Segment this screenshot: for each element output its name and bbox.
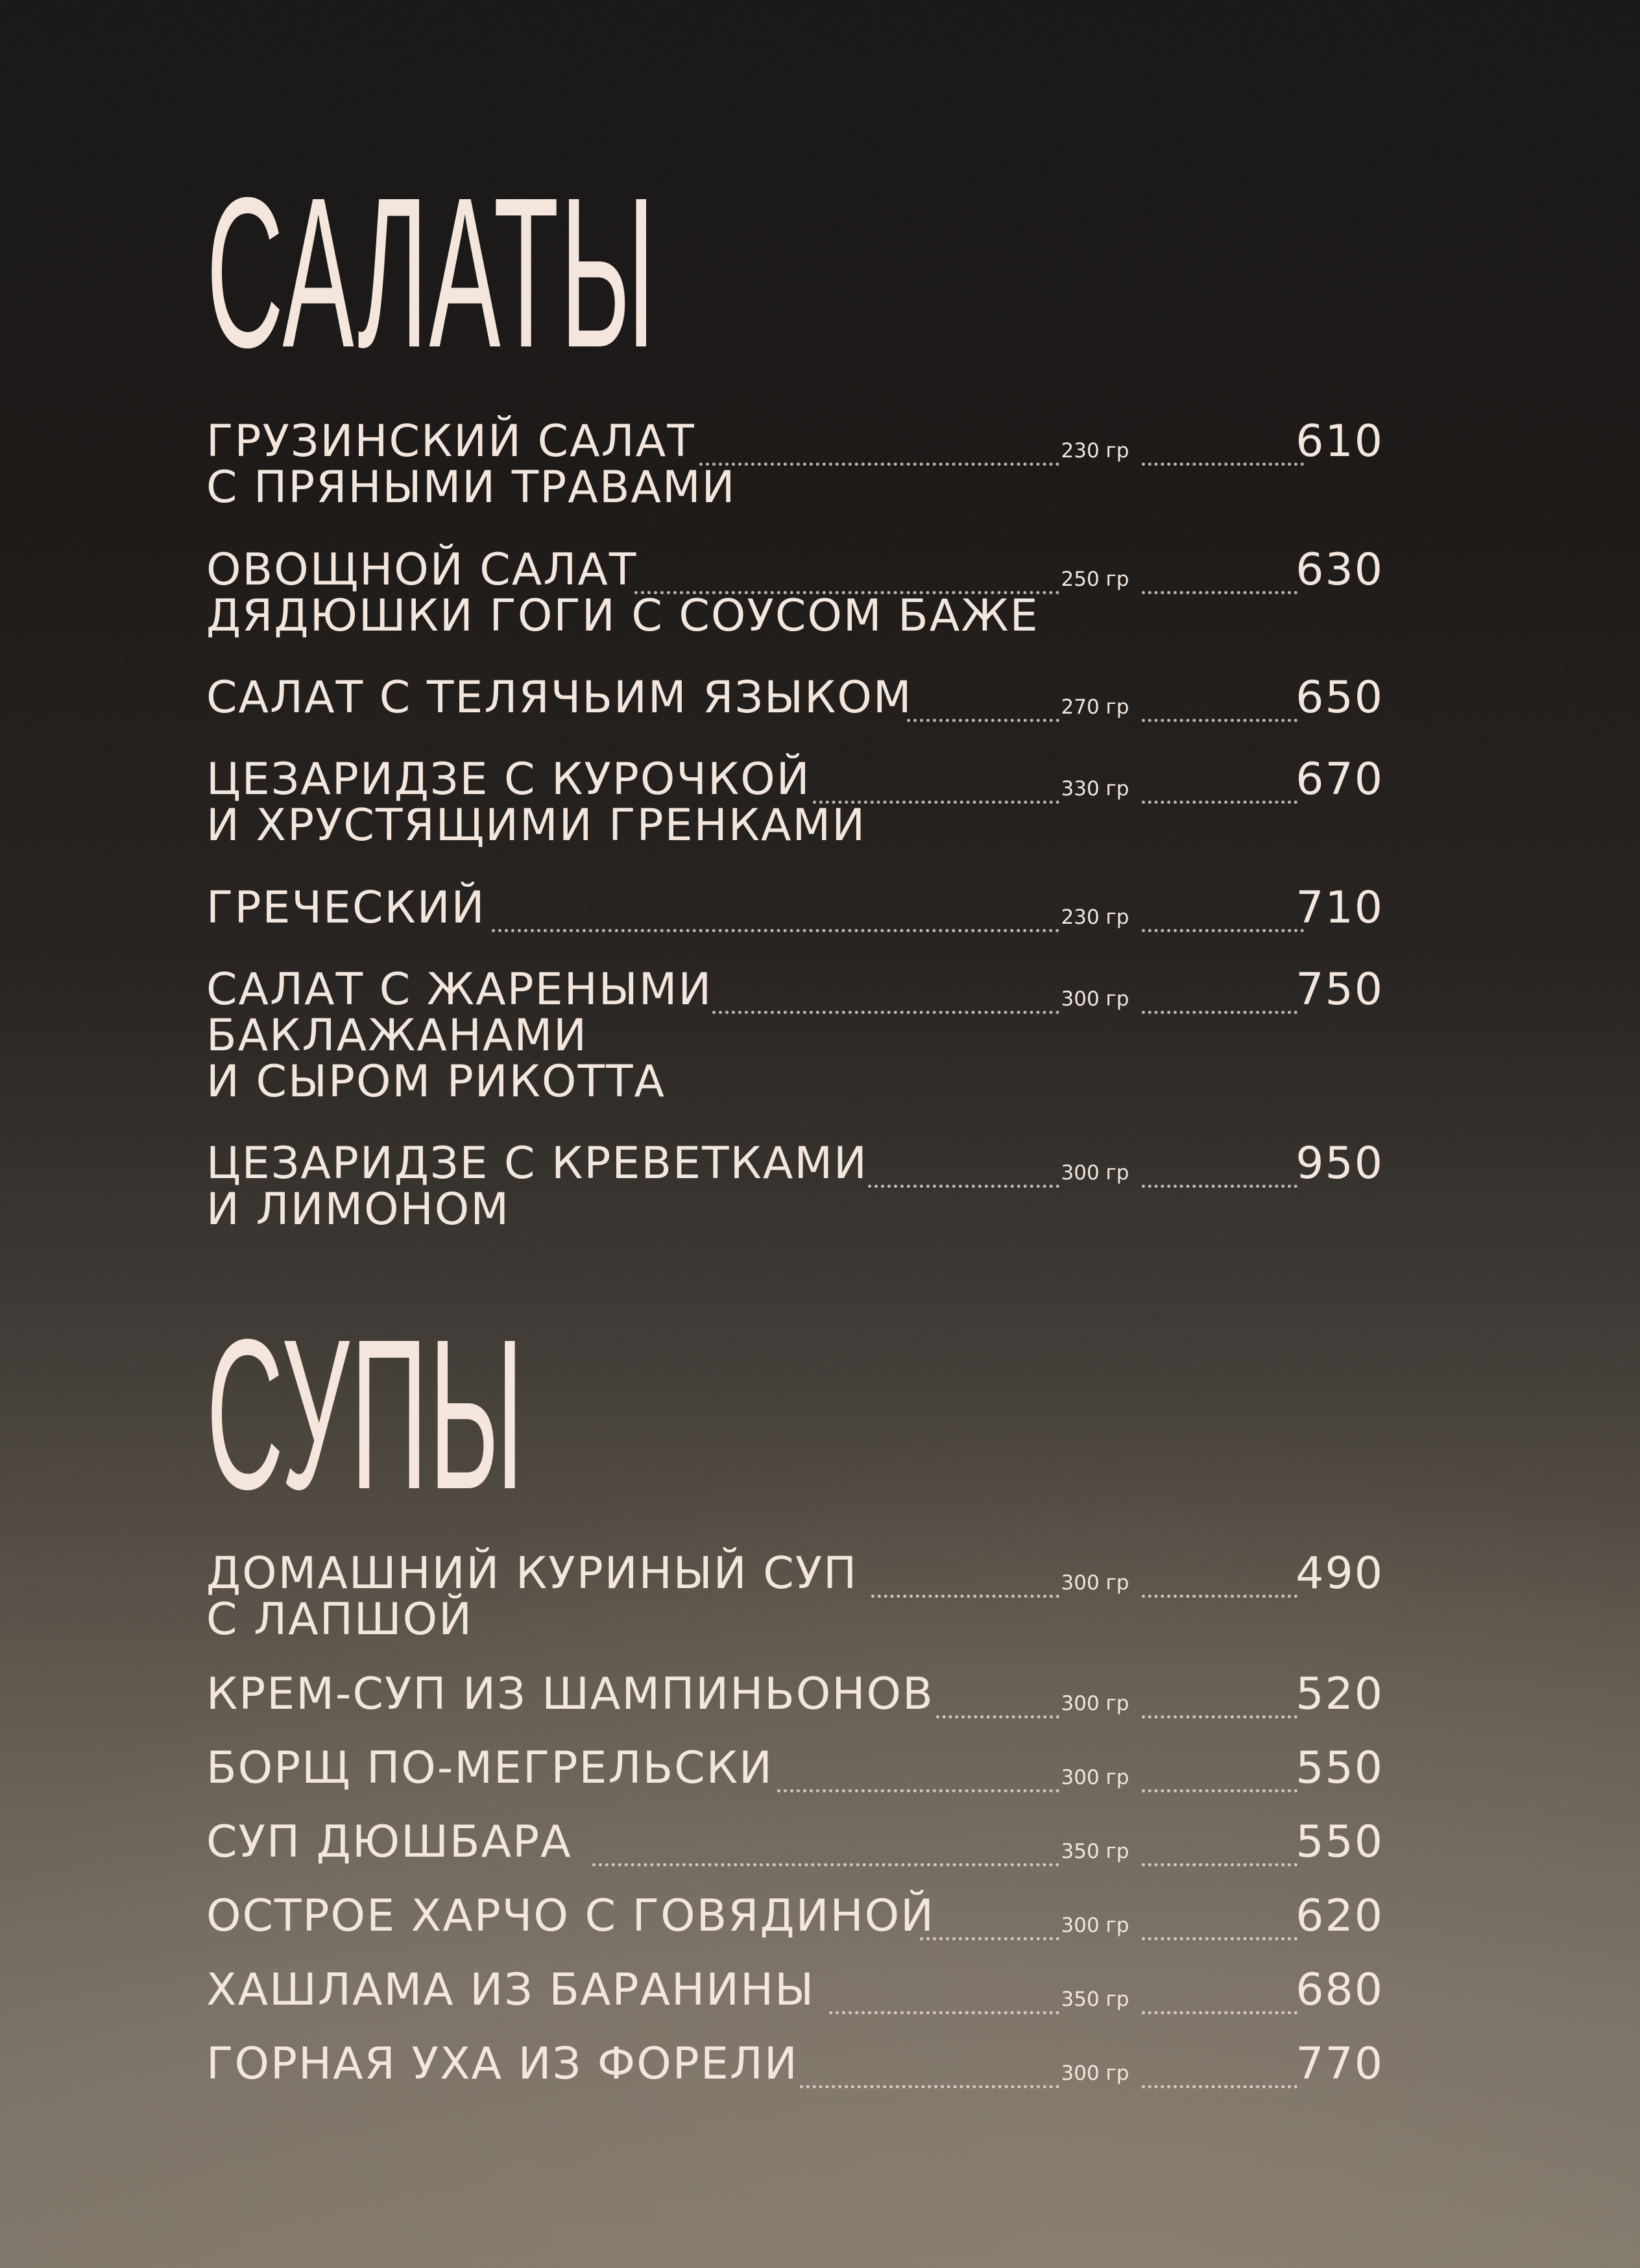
dot-leader [1142, 1837, 1297, 1866]
item-price: 520 [1296, 1669, 1384, 1720]
section-title-soups: СУПЫ [206, 1294, 525, 1534]
menu-item [206, 1890, 1384, 1945]
dot-leader [1142, 903, 1304, 932]
dot-leader [777, 1763, 1059, 1792]
dot-leader [813, 775, 1059, 804]
dot-leader [634, 565, 1059, 594]
item-price: 650 [1296, 672, 1384, 723]
item-name: САЛАТ С ТЕЛЯЧЬИМ ЯЗЫКОМ [206, 672, 913, 723]
item-name: БОРЩ ПО-МЕГРЕЛЬСКИ [206, 1743, 773, 1794]
item-weight: 300 гр [1061, 2062, 1129, 2085]
item-name: ЦЕЗАРИДЗЕ С КРЕВЕТКАМИ И ЛИМОНОМ [206, 1138, 868, 1235]
item-weight: 250 гр [1061, 568, 1129, 591]
item-weight: 300 гр [1061, 1766, 1129, 1789]
dot-leader [907, 693, 1059, 722]
dot-leader [829, 1985, 1059, 2014]
item-weight: 300 гр [1061, 1914, 1129, 1937]
dot-leader [1142, 693, 1297, 722]
item-name: КРЕМ-СУП ИЗ ШАМПИНЬОНОВ [206, 1669, 934, 1720]
item-weight: 300 гр [1061, 1161, 1129, 1185]
dot-leader [1142, 1689, 1297, 1719]
item-weight: 300 гр [1061, 1571, 1129, 1595]
item-price: 950 [1296, 1138, 1384, 1189]
item-price: 550 [1296, 1743, 1384, 1794]
item-name: ХАШЛАМА ИЗ БАРАНИНЫ [206, 1964, 815, 2016]
item-name: ЦЕЗАРИДЗЕ С КУРОЧКОЙ И ХРУСТЯЩИМИ ГРЕНКАМИ [206, 754, 867, 851]
dot-leader [1142, 2059, 1297, 2088]
item-name: ОВОЩНОЙ САЛАТ ДЯДЮШКИ ГОГИ С СОУСОМ БАЖЕ [206, 544, 1039, 642]
dot-leader [871, 1569, 1059, 1598]
dot-leader [936, 1689, 1059, 1719]
menu-item [206, 2038, 1384, 2093]
dot-leader [800, 2059, 1059, 2088]
menu-item [206, 1745, 1384, 1797]
item-name: САЛАТ С ЖАРЕНЫМИ БАКЛАЖАНАМИ И СЫРОМ РИКОТТА [206, 964, 713, 1107]
item-price: 710 [1296, 882, 1384, 934]
item-weight: 350 гр [1061, 1988, 1129, 2011]
menu-item [206, 672, 1384, 727]
dot-leader [1142, 1569, 1297, 1598]
item-name: СУП ДЮШБАРА [206, 1816, 572, 1868]
menu-item [206, 964, 1384, 1107]
item-price: 630 [1296, 544, 1384, 596]
menu-item [206, 1964, 1384, 2019]
menu-item [206, 1671, 1384, 1723]
menu-item [206, 1548, 1384, 1645]
item-weight: 230 гр [1061, 439, 1129, 463]
item-price: 620 [1296, 1890, 1384, 1942]
dot-leader [1142, 1985, 1297, 2014]
item-name: ГРУЗИНСКИЙ САЛАТ С ПРЯНЫМИ ТРАВАМИ [206, 416, 736, 513]
menu-item [206, 416, 1384, 513]
menu-item [206, 882, 1384, 937]
item-price: 770 [1296, 2038, 1384, 2090]
item-price: 610 [1296, 416, 1384, 467]
item-name: ГОРНАЯ УХА ИЗ ФОРЕЛИ [206, 2038, 799, 2090]
dot-leader [699, 437, 1059, 466]
item-price: 680 [1296, 1964, 1384, 2016]
dot-leader [1142, 437, 1304, 466]
item-price: 670 [1296, 754, 1384, 805]
menu-item [206, 544, 1384, 642]
menu-item [206, 754, 1384, 851]
item-weight: 230 гр [1061, 906, 1129, 929]
dot-leader [920, 1911, 1059, 1940]
dot-leader [1142, 775, 1297, 804]
dot-leader [592, 1837, 1059, 1866]
dot-leader [1142, 1911, 1297, 1940]
dot-leader [492, 903, 1059, 932]
item-price: 550 [1296, 1816, 1384, 1868]
item-weight: 270 гр [1061, 695, 1129, 719]
dot-leader [868, 1159, 1059, 1188]
item-price: 490 [1296, 1548, 1384, 1599]
dot-leader [1142, 1763, 1297, 1792]
item-weight: 330 гр [1061, 777, 1129, 801]
item-weight: 350 гр [1061, 1840, 1129, 1863]
item-name: ГРЕЧЕСКИЙ [206, 882, 486, 934]
menu-item [206, 1816, 1384, 1871]
item-weight: 300 гр [1061, 987, 1129, 1011]
dot-leader [1142, 565, 1297, 594]
item-name: ДОМАШНИЙ КУРИНЫЙ СУП С ЛАПШОЙ [206, 1548, 858, 1645]
dot-leader [1142, 985, 1297, 1014]
item-name: ОСТРОЕ ХАРЧО С ГОВЯДИНОЙ [206, 1890, 935, 1942]
section-title-salads: САЛАТЫ [206, 152, 657, 392]
menu-item [206, 1138, 1384, 1235]
dot-leader [1142, 1159, 1297, 1188]
item-weight: 300 гр [1061, 1692, 1129, 1715]
item-price: 750 [1296, 964, 1384, 1015]
dot-leader [712, 985, 1059, 1014]
